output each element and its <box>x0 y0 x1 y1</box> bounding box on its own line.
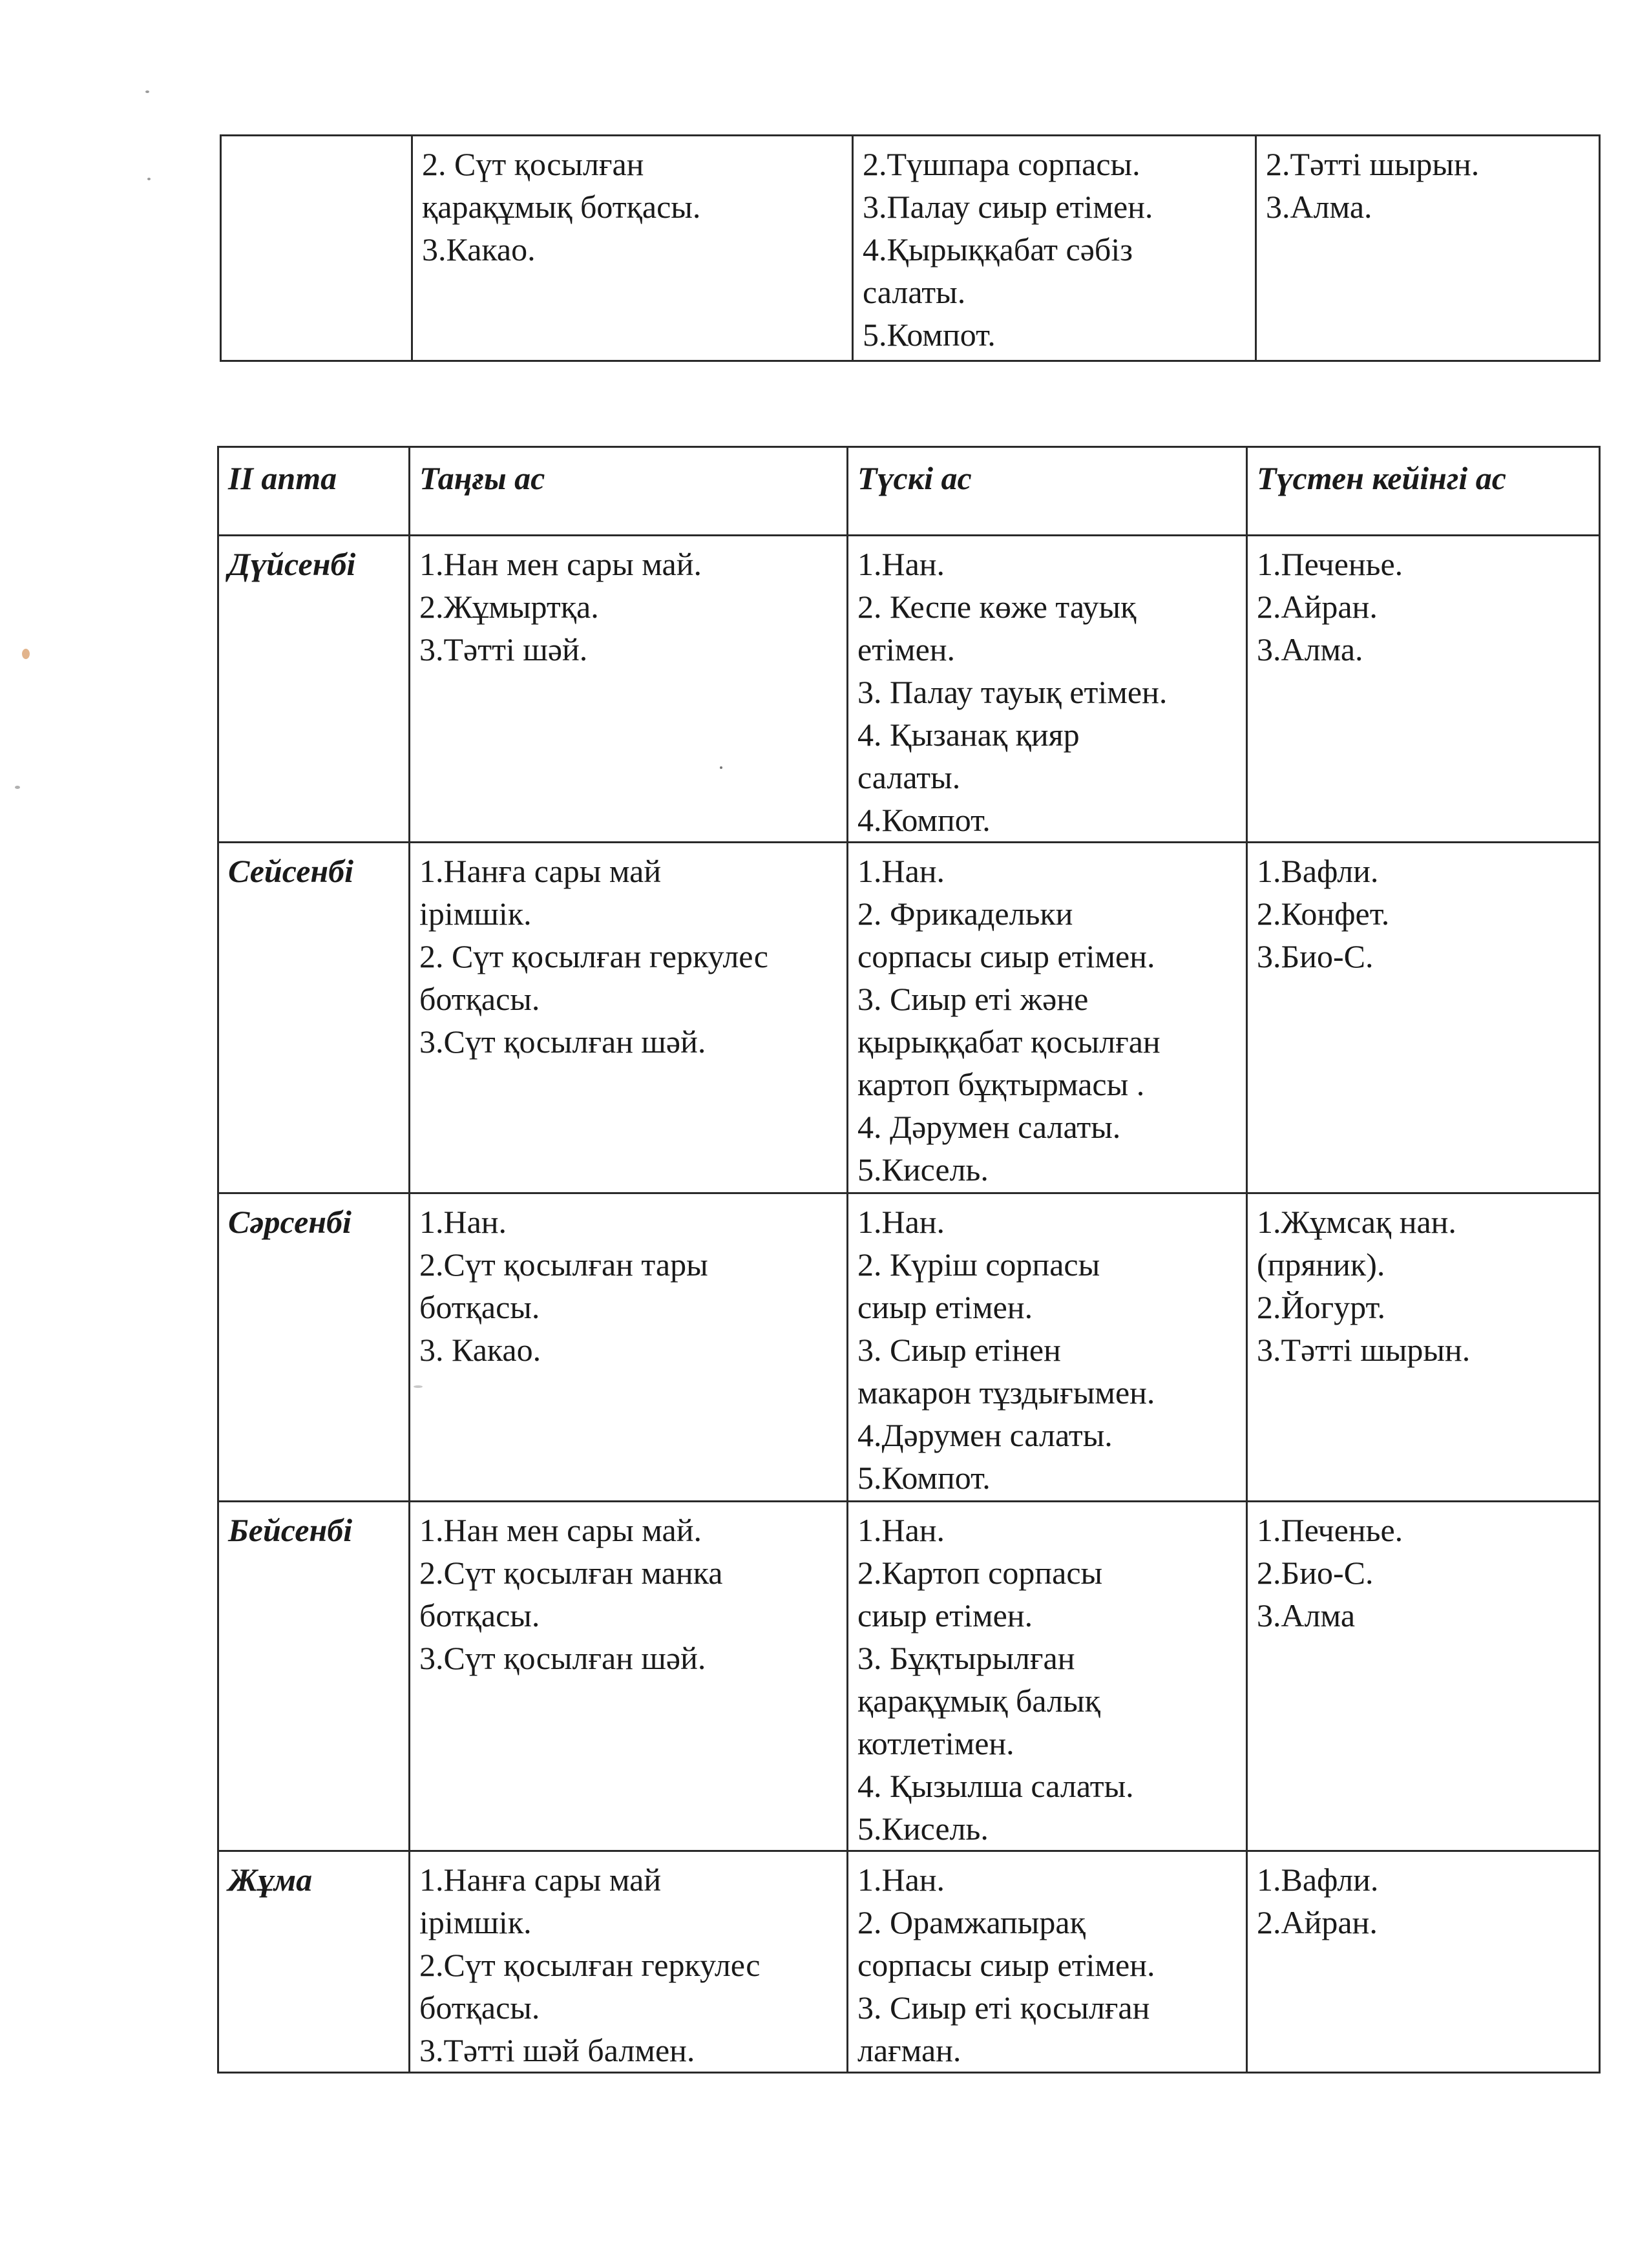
menu-item: 4. Дәрумен салаты. <box>857 1109 1121 1145</box>
menu-item: 3. Какао. <box>419 1332 541 1368</box>
menu-item: 2.Жұмыртқа. <box>419 589 599 625</box>
menu-item: 1.Нанға сары май <box>419 1862 662 1898</box>
menu-item: салаты. <box>863 274 966 310</box>
breakfast-cell <box>410 843 848 1193</box>
menu-item: сорпасы сиыр етімен. <box>857 938 1155 974</box>
lunch-cell <box>848 536 1247 843</box>
menu-item: 2.Йогурт. <box>1257 1289 1386 1325</box>
menu-item: ботқасы. <box>419 1597 540 1633</box>
menu-table-continued <box>220 134 1601 362</box>
menu-item: 2. Фрикадельки <box>857 896 1073 932</box>
menu-item: ботқасы. <box>419 1990 540 2026</box>
snack-cell <box>1247 536 1600 843</box>
menu-item: 3. Сиыр еті қосылған <box>857 1990 1150 2026</box>
menu-item: 1.Вафли. <box>1257 853 1379 889</box>
menu-item: қарақұмық балық <box>857 1683 1100 1719</box>
menu-item: ботқасы. <box>419 1289 540 1325</box>
breakfast-cell <box>410 1502 848 1851</box>
header-lunch: Түскі ас <box>848 447 1247 536</box>
snack-cell <box>1256 136 1600 361</box>
lunch-cell <box>848 843 1247 1193</box>
scan-speck <box>15 786 20 789</box>
menu-item: 3.Тәтті шәй. <box>419 631 588 667</box>
menu-item: 1.Печенье. <box>1257 1512 1403 1548</box>
lunch-cell <box>853 136 1256 361</box>
menu-item: 2.Сүт қосылған геркулес <box>419 1947 761 1983</box>
snack-cell <box>1247 1502 1600 1851</box>
menu-item: 2. Кеспе көже тауық <box>857 589 1137 625</box>
menu-item: 1.Нан. <box>857 1204 945 1240</box>
menu-item: лағман. <box>857 2032 961 2068</box>
menu-item: 3.Какао. <box>422 231 536 268</box>
menu-item: 1.Жұмсақ нан. <box>1257 1204 1456 1240</box>
menu-item: 3. Палау тауық етімен. <box>857 674 1168 710</box>
table-row <box>218 1193 1600 1502</box>
menu-item: 2. Күріш сорпасы <box>857 1246 1100 1283</box>
menu-item: 4. Қызанақ қияр <box>857 717 1080 753</box>
menu-item: 3.Сүт қосылған шәй. <box>419 1024 706 1060</box>
breakfast-cell <box>412 136 853 361</box>
table-row <box>221 136 1600 361</box>
menu-item: 1.Нанға сары май <box>419 853 662 889</box>
scan-speck <box>145 90 149 93</box>
menu-item: (пряник). <box>1257 1246 1385 1283</box>
menu-item: 3.Тәтті шырын. <box>1257 1332 1471 1368</box>
menu-item: салаты. <box>857 759 961 795</box>
menu-item: котлетімен. <box>857 1725 1014 1761</box>
menu-item: 1.Вафли. <box>1257 1862 1379 1898</box>
menu-item: 3.Алма <box>1257 1597 1356 1633</box>
menu-item: 2.Картоп сорпасы <box>857 1555 1103 1591</box>
table-row <box>218 1851 1600 2073</box>
menu-item: 5.Компот. <box>857 1460 991 1496</box>
menu-item: 3. Бұқтырылған <box>857 1640 1075 1676</box>
lunch-cell <box>848 1193 1247 1502</box>
day-cell: Сейсенбі <box>218 843 410 1193</box>
menu-item: 3.Тәтті шәй балмен. <box>419 2032 695 2068</box>
menu-item: 4. Қызылша салаты. <box>857 1768 1134 1804</box>
menu-item: 3.Алма. <box>1266 189 1372 225</box>
scan-speck <box>147 178 151 180</box>
menu-item: 3.Палау сиыр етімен. <box>863 189 1153 225</box>
menu-item: 2. Сүт қосылған <box>422 146 644 182</box>
table-row <box>218 536 1600 843</box>
breakfast-cell <box>410 1193 848 1502</box>
menu-item: 1.Печенье. <box>1257 546 1403 582</box>
header-breakfast: Таңғы ас <box>410 447 848 536</box>
menu-item: сорпасы сиыр етімен. <box>857 1947 1155 1983</box>
menu-item: ботқасы. <box>419 981 540 1017</box>
menu-item: 2.Сүт қосылған манка <box>419 1555 723 1591</box>
table-header-row <box>218 447 1600 536</box>
menu-item: 5.Кисель. <box>857 1151 989 1188</box>
menu-item: 3.Алма. <box>1257 631 1363 667</box>
table-row <box>218 1502 1600 1851</box>
menu-item: 1.Нан. <box>419 1204 507 1240</box>
snack-cell <box>1247 843 1600 1193</box>
menu-item: сиыр етімен. <box>857 1289 1033 1325</box>
menu-item: етімен. <box>857 631 956 667</box>
menu-item: 2.Тәтті шырын. <box>1266 146 1480 182</box>
menu-item: 2.Био-С. <box>1257 1555 1374 1591</box>
menu-item: 4.Дәрумен салаты. <box>857 1417 1113 1453</box>
table-row <box>218 843 1600 1193</box>
day-cell: Бейсенбі <box>218 1502 410 1851</box>
menu-item: қарақұмық ботқасы. <box>422 189 701 225</box>
day-cell: Сәрсенбі <box>218 1193 410 1502</box>
snack-cell <box>1247 1851 1600 2073</box>
scan-speck <box>22 649 30 659</box>
menu-item: 2.Сүт қосылған тары <box>419 1246 708 1283</box>
menu-item: 2.Түшпара сорпасы. <box>863 146 1140 182</box>
header-snack: Түстен кейінгі ас <box>1247 447 1600 536</box>
menu-table-week-2 <box>217 446 1601 2074</box>
menu-item: 2.Конфет. <box>1257 896 1390 932</box>
menu-item: ірімшік. <box>419 1904 532 1940</box>
header-week: ІІ апта <box>218 447 410 536</box>
menu-item: 2.Айран. <box>1257 1904 1378 1940</box>
menu-item: 5.Кисель. <box>857 1811 989 1847</box>
menu-item: 1.Нан. <box>857 1512 945 1548</box>
menu-item: сиыр етімен. <box>857 1597 1033 1633</box>
day-cell: Дүйсенбі <box>218 536 410 843</box>
menu-item: 3.Био-С. <box>1257 938 1374 974</box>
menu-item: 2.Айран. <box>1257 589 1378 625</box>
menu-item: 1.Нан мен сары май. <box>419 1512 702 1548</box>
snack-cell <box>1247 1193 1600 1502</box>
lunch-cell <box>848 1851 1247 2073</box>
breakfast-cell <box>410 1851 848 2073</box>
menu-item: 1.Нан. <box>857 546 945 582</box>
day-cell: Жұма <box>218 1851 410 2073</box>
menu-item: 4.Компот. <box>857 802 991 838</box>
menu-item: 1.Нан. <box>857 1862 945 1898</box>
breakfast-cell <box>410 536 848 843</box>
scan-speck <box>720 766 722 769</box>
menu-item: 3. Сиыр етінен <box>857 1332 1061 1368</box>
menu-item: макарон тұздығымен. <box>857 1374 1155 1411</box>
menu-item: 2. Сүт қосылған геркулес <box>419 938 768 974</box>
menu-item: 4.Қырыққабат сәбіз <box>863 231 1133 268</box>
menu-item: қырыққабат қосылған <box>857 1024 1161 1060</box>
menu-item: 2. Орамжапырақ <box>857 1904 1086 1940</box>
menu-item: ірімшік. <box>419 896 532 932</box>
menu-item: 5.Компот. <box>863 317 996 353</box>
menu-item: картоп бұқтырмасы . <box>857 1066 1145 1102</box>
menu-item: 3. Сиыр еті және <box>857 981 1089 1017</box>
menu-item: 1.Нан мен сары май. <box>419 546 702 582</box>
scan-speck <box>414 1385 423 1388</box>
day-cell <box>221 136 412 361</box>
lunch-cell <box>848 1502 1247 1851</box>
menu-item: 1.Нан. <box>857 853 945 889</box>
menu-item: 3.Сүт қосылған шәй. <box>419 1640 706 1676</box>
